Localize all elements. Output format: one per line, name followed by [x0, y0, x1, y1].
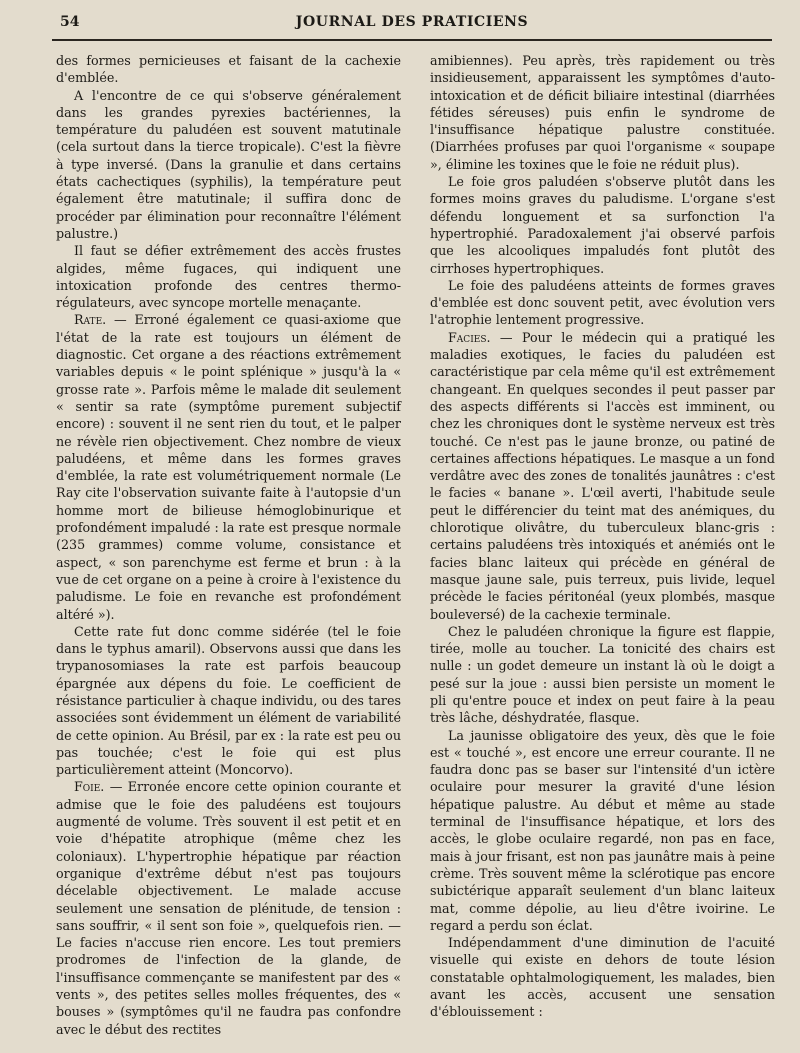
- paragraph-text: — Erronée encore cette opinion courante et admise que le foie des paludéens est toujours augmenté de volume. Très souvent il est petit et en voie d'hépatite atrophique (même chez les coloniaux). L'hypertrophie hépatique par réaction organique d'extrême début n'est pas toujours décelable objectivement. Le malade accuse seulement une sensation de plénitude, de tension : sans souffrir, « il sent son foie », quelquefois rien. — Le facies n'accuse rien encore. Les tout premiers prodromes de l'infection de la glande, de l'insuffisance commençante se manifestent par des « vents », des petites selles molles fréquentes, des « bouses » (symptômes qu'il ne faudra pas confondre avec le début des rectites: [56, 779, 401, 1037]
- paragraph-text: La jaunisse obligatoire des yeux, dès que le foie est « touché », est encore une erreur courante. Il ne faudra donc pas se baser sur l'intensité d'un ictère oculaire pour mesurer la gravité d'une lésion hépatique palustre. Au début et même au stade terminal de l'insuffisance hépatique, et lors des accès, le globe oculaire regardé, non pas en face, mais à jour frisant, est non pas jaunâtre mais à peine crème. Très souvent même la sclérotique pas encore subictérique apparaît seulement d'un blanc laiteux mat, comme dépolie, au lieu d'être ivoirine. Le regard a perdu son éclat.: [430, 727, 775, 933]
- paragraph: [56, 778, 401, 1037]
- left-column: [56, 52, 401, 1037]
- paragraph: [430, 623, 775, 727]
- paragraph: [430, 727, 775, 935]
- paragraph: [430, 329, 775, 623]
- section-heading: Rate.: [74, 312, 107, 328]
- paragraph: [56, 87, 401, 243]
- paragraph-text: Chez le paludéen chronique la figure est flappie, tirée, molle au toucher. La tonicité des chairs est nulle : un godet demeure un instant là où le doigt a pesé sur la joue : aussi bien persiste un moment le pli qu'entre pouce et index on peut faire à la peau très lâche, déshydratée, flasque.: [430, 623, 775, 726]
- page-header: [52, 10, 772, 40]
- paragraph-text: Il faut se défier extrêmement des accès frustes algides, même fugaces, qui indiquent une intoxication profonde des centres thermo-régulateurs, avec syncope mortelle menaçante.: [56, 243, 401, 311]
- paragraph: [430, 934, 775, 1020]
- paragraph-text: A l'encontre de ce qui s'observe généralement dans les grandes pyrexies bactériennes, la température du paludéen est souvent matutinale (cela surtout dans la tierce tropicale). C'est la fièvre à type inversé. (Dans la granulie et dans certains états cachectiques (syphilis), la température peut également être matutinale; il suffira donc de procéder par élimination pour reconnaître l'élément palustre.): [56, 87, 401, 241]
- paragraph-text: — Pour le médecin qui a pratiqué les maladies exotiques, le facies du paludéen est caractéristique par cela même qu'il est extrêmement changeant. En quelques secondes il peut passer par des aspects différents si l'accès est imminent, ou chez les chroniques dont le système nerveux est très touché. Ce n'est pas le jaune bronze, ou patiné de certaines affections hépatiques. Le masque a un fond verdâtre avec des zones de tonalités jaunâtres : c'est le facies « banane ». L'œil averti, l'habitude seule peut le différencier du teint mat des anémiques, du chlorotique olivâtre, du tuberculeux blanc-gris : certains paludéens très intoxiqués et anémiés ont le facies blanc laiteux qui précède en général de masque jaune sale, puis terreux, puis livide, lequel précède le facies péritonéal (yeux plombés, masque bouleversé) de la cachexie terminale.: [430, 329, 775, 622]
- section-heading: Facies.: [448, 329, 491, 345]
- header-rule: [52, 39, 772, 41]
- paragraph: [56, 52, 401, 87]
- right-column: [430, 52, 775, 1027]
- paragraph-text: Cette rate fut donc comme sidérée (tel le foie dans le typhus amaril). Observons aussi que dans les trypanosomiases la rate est parfois beaucoup épargnée aux dépens du foie. Le coefficient de résistance particulier à chaque individu, ou des tares associées sont évidemment un élément de variabilité de cette opinion. Au Brésil, par ex : la rate est peu ou pas touchée; c'est le foie qui est plus particulièrement atteint (Moncorvo).: [56, 623, 401, 778]
- paragraph-text: Le foie des paludéens atteints de formes graves d'emblée est donc souvent petit, avec évolution vers l'atrophie lentement progressive.: [430, 277, 775, 328]
- paragraph: [56, 311, 401, 622]
- paragraph-text: des formes pernicieuses et faisant de la cachexie d'emblée.: [56, 53, 401, 86]
- paragraph-text: Indépendamment d'une diminution de l'acuité visuelle qui existe en dehors de toute lésion constatable ophtalmologiquement, les malades, bien avant les accès, accusent une sensation d'éblouissement :: [430, 935, 775, 1020]
- paragraph-text: amibiennes). Peu après, très rapidement ou très insidieusement, apparaissent les symptômes d'auto-intoxication et de déficit biliaire intestinal (diarrhées fétides séreuses) puis enfin le syndrome de l'insuffisance hépatique palustre constituée. (Diarrhées profuses par quoi l'organisme « soupape », élimine les toxines que le foie ne réduit plus).: [430, 53, 775, 172]
- paragraph-text: Le foie gros paludéen s'observe plutôt dans les formes moins graves du paludisme. L'organe s'est défendu longuement et sa surfonction l'a hypertrophié. Paradoxalement j'ai observé parfois que les alcooliques impaludés font plutôt des cirrhoses hypertrophiques.: [430, 174, 775, 276]
- paragraph: [56, 623, 401, 779]
- paragraph: [430, 277, 775, 329]
- paragraph: [430, 173, 775, 277]
- page-number: 54: [60, 14, 80, 30]
- section-heading: Foie.: [74, 779, 105, 795]
- running-title: JOURNAL DES PRATICIENS: [295, 14, 529, 30]
- paragraph: [430, 52, 775, 173]
- paragraph: [56, 242, 401, 311]
- paragraph-text: — Erroné également ce quasi-axiome que l'état de la rate est toujours un élément de diagnostic. Cet organe a des réactions extrêmement variables depuis « le point splénique » jusqu'à la « grosse rate ». Parfois même le malade dit seulement « sentir sa rate (symptôme purement subjectif encore) : souvent il ne sent rien du tout, et le palper ne révèle rien objectivement. Chez nombre de vieux paludéens, et même dans les formes graves d'emblée, la rate est volumétriquement normale (Le Ray cite l'observation suivante faite à l'autopsie d'un homme mort de bilieuse hémoglobinurique et profondément impaludé : la rate est presque normale (235 grammes) comme volume, consistance et aspect, « son parenchyme est ferme et brun : à la vue de cet organe on a peine à croire à l'existence du paludisme. Le foie en revanche est profondément altéré »).: [56, 312, 401, 622]
